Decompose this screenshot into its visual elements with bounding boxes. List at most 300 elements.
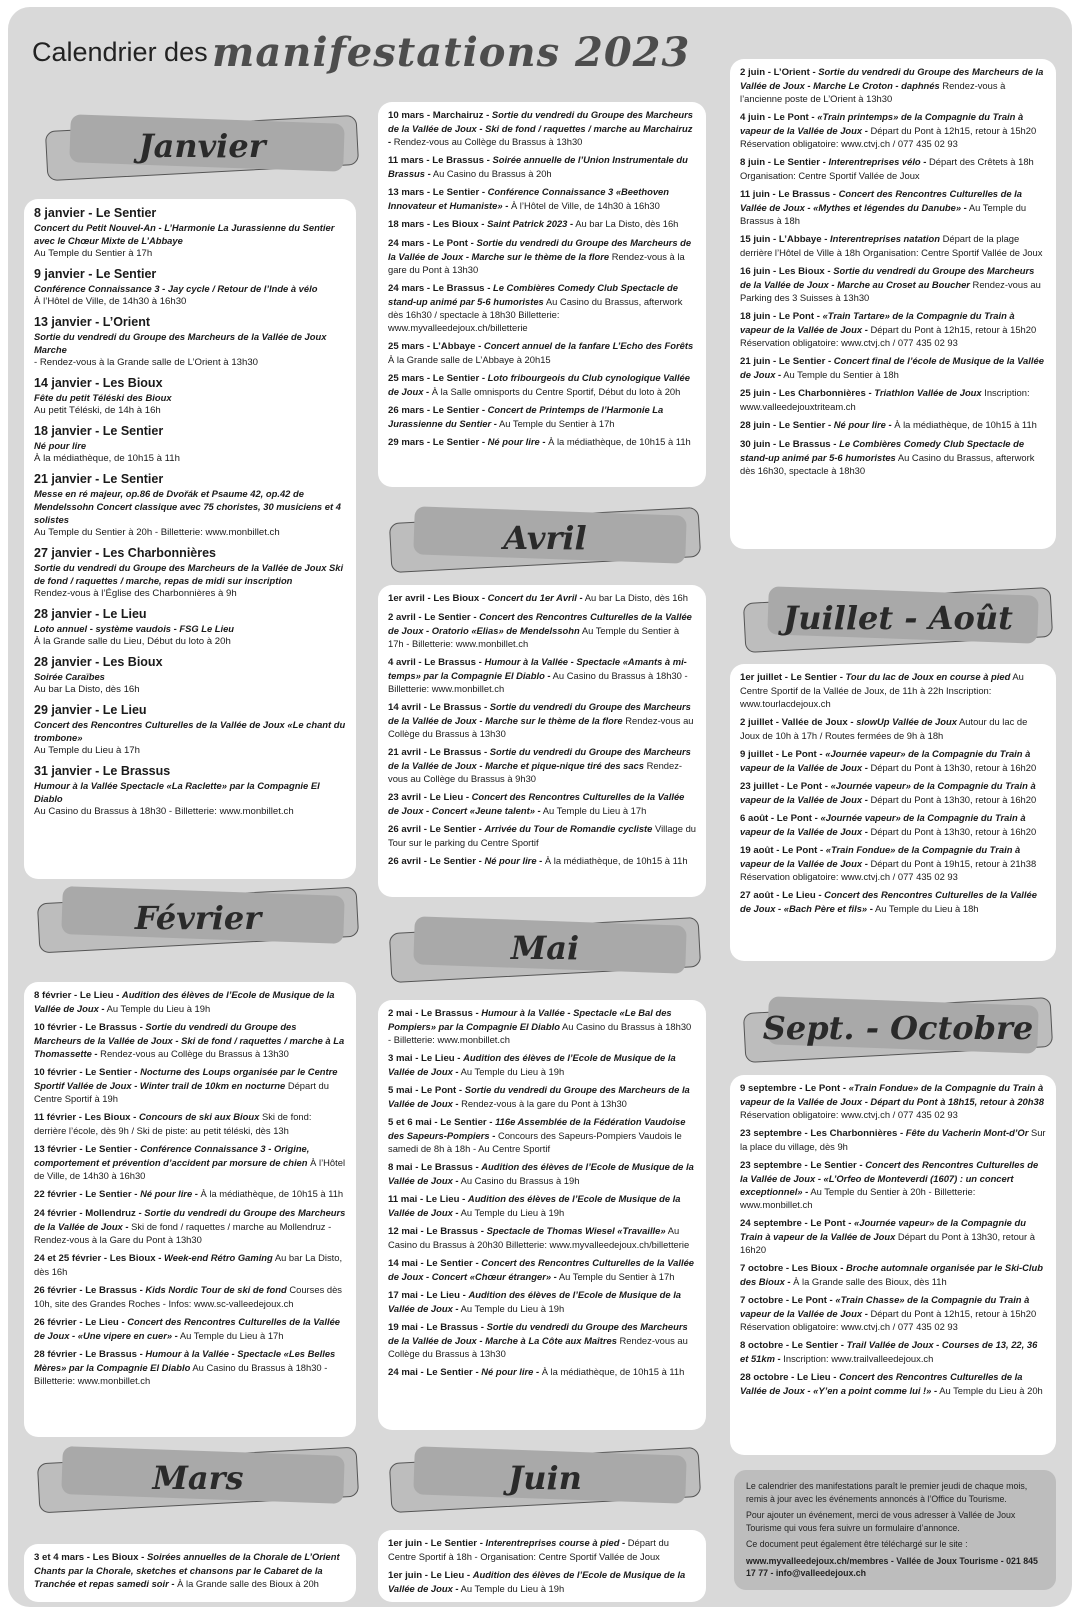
event-info: À la médiathèque, de 10h15 à 11h xyxy=(544,855,688,866)
event-item xyxy=(740,187,1046,227)
event-item xyxy=(34,1206,346,1246)
event-item xyxy=(34,1065,346,1105)
event-description: Sortie du vendredi du Groupe des Marcheurs de la Vallée de Joux - Marche sur le thème de la flore xyxy=(388,701,691,726)
event-heading: 7 octobre - Le Pont - xyxy=(740,1295,833,1306)
event-item xyxy=(740,747,1046,774)
event-heading: 23 avril - Le Lieu - xyxy=(388,792,470,803)
banner-juin xyxy=(390,1447,700,1509)
event-item xyxy=(740,888,1046,915)
event-info: Au Temple du Lieu à 19h xyxy=(460,1583,565,1594)
event-description: Saint Patrick 2023 - xyxy=(487,218,574,229)
event-item xyxy=(388,1536,696,1563)
event-item xyxy=(740,155,1046,182)
event-info: À la médiathèque, de 10h15 à 11h xyxy=(200,1188,344,1199)
event-description: Sortie du vendredi du Groupe des Marcheurs de la Vallée de Joux - Ski de fond / raquettes / marche au Marchairuz - xyxy=(388,109,694,147)
event-item xyxy=(388,790,696,817)
event-description: Arrivée du Tour de Romandie cycliste xyxy=(484,823,653,834)
event-info: Rendez-vous au Collège du Brassus à 9h30 xyxy=(388,760,683,784)
event-item xyxy=(34,1251,346,1278)
event-heading: 9 septembre - Le Pont - xyxy=(740,1083,847,1094)
event-item xyxy=(740,309,1046,349)
event-description: Triathlon Vallée de Joux xyxy=(874,387,982,398)
event-description: Sortie du vendredi du Groupe des Marcheurs de la Vallée de Joux - Marche Le Croton - daphnés xyxy=(740,66,1044,91)
event-description: Humour à la Vallée - Spectacle «Amants à mi-temps» par la Compagnie El Diablo - xyxy=(388,656,687,681)
event-item xyxy=(740,779,1046,806)
event-item xyxy=(740,1338,1046,1365)
event-info: Réservation obligatoire: www.ctvj.ch / 077 435 02 93 xyxy=(740,1109,958,1120)
event-heading: 10 mars - Marchairuz - xyxy=(388,110,490,121)
event-item xyxy=(388,1568,696,1595)
event-heading: 26 avril - Le Sentier - xyxy=(388,824,482,835)
event-item xyxy=(740,1126,1046,1153)
event-heading: 28 juin - Le Sentier - xyxy=(740,420,832,431)
event-description: Né pour lire - xyxy=(833,419,892,430)
event-item xyxy=(388,1160,696,1187)
event-info: À la médiathèque, de 10h15 à 11h xyxy=(548,436,691,447)
event-info: Au Temple du Sentier à 17h xyxy=(498,418,615,429)
event-heading: 28 octobre - Le Lieu - xyxy=(740,1372,837,1383)
event-description: Né pour lire - xyxy=(481,1366,540,1377)
event-item xyxy=(388,1288,696,1315)
event-heading: 27 août - Le Lieu - xyxy=(740,890,822,901)
event-heading: 23 septembre - Le Sentier - xyxy=(740,1160,863,1171)
event-description: «Train Tartare» de la Compagnie du Train à vapeur de la Vallée de Joux - xyxy=(740,310,1015,335)
event-info: Au petit Téléski, de 14h à 16h xyxy=(34,405,161,416)
event-description: Concert des Rencontres Culturelles de la Vallée de Joux «Le chant du trombone» xyxy=(34,719,346,743)
event-info: Au Temple du Lieu à 19h xyxy=(460,1066,565,1077)
event-info: Au Casino du Brassus à 18h30 - Billetterie: www.monbillet.ch xyxy=(388,670,688,694)
event-heading: 17 mai - Le Lieu - xyxy=(388,1290,466,1301)
event-item xyxy=(388,339,696,366)
event-description: Soirée Caraïbes xyxy=(34,671,105,682)
event-item xyxy=(34,1187,346,1201)
event-item xyxy=(34,702,346,757)
event-item xyxy=(388,700,696,740)
event-description: «Journée vapeur» de la Compagnie du Train à vapeur de la Vallée de Joux - xyxy=(740,812,1026,837)
event-description: Audition des élèves de l’Ecole de Musique de la Vallée de Joux - xyxy=(34,989,335,1014)
event-heading: 28 février - Le Brassus - xyxy=(34,1349,143,1360)
event-item xyxy=(740,264,1046,304)
event-info: Rendez-vous à la gare du Pont à 13h30 xyxy=(388,251,685,275)
event-heading: 14 mai - Le Sentier - xyxy=(388,1258,479,1269)
event-description: Messe en ré majeur, op.86 de Dvořák et Psaume 42, op.42 de Mendelssohn Concert classique avec 75 choristes, 30 musiciens et 4 solistes xyxy=(34,488,341,525)
event-description: Né pour lire - xyxy=(484,855,543,866)
event-item xyxy=(740,1081,1046,1121)
event-item xyxy=(388,435,696,449)
event-heading: 2 avril - Le Sentier - xyxy=(388,612,477,623)
event-description: Sortie du vendredi du Groupe des Marcheurs de la Vallée de Joux - Marche au Croset au Boucher xyxy=(740,265,1035,290)
info-text-3: Ce document peut également être téléchargé sur le site : xyxy=(746,1539,968,1549)
event-info: Ski de fond / raquettes / marche au Mollendruz - Rendez-vous à la Gare du Pont à 13h30 xyxy=(34,1221,332,1245)
event-description: Audition des élèves de l’Ecole de Musique de la Vallée de Joux - xyxy=(388,1052,676,1077)
event-info: Au Temple du Sentier à 20h - Billetterie: www.monbillet.ch xyxy=(34,527,280,538)
banner-avril xyxy=(390,507,700,569)
event-info: Départ du Pont à 12h15, retour à 15h20 Réservation obligatoire: www.ctvj.ch / 077 435 02 93 xyxy=(740,324,1037,348)
event-info: Au Casino du Brassus à 20h30 Billetterie: www.myvalleedejoux.ch/billetterie xyxy=(388,1225,690,1250)
title-main: manifestations 2023 xyxy=(212,29,691,76)
event-item xyxy=(388,403,696,430)
event-heading: 15 juin - L’Abbaye - xyxy=(740,234,828,245)
event-item xyxy=(740,811,1046,838)
event-info: Courses dès 10h, site des Grandes Roches - Infos: www.sc-valleedejoux.ch xyxy=(34,1284,342,1309)
event-description: Concert des Rencontres Culturelles de la Vallée de Joux - Concert «Jeune talent» - xyxy=(388,791,685,816)
event-heading: 22 février - Le Sentier - xyxy=(34,1189,138,1200)
juillet-events xyxy=(730,664,1056,961)
month-avril: Avril xyxy=(503,519,587,557)
event-heading: 5 et 6 mai - Le Sentier - xyxy=(388,1117,493,1128)
event-item xyxy=(34,763,346,818)
event-heading: 27 janvier - Les Charbonnières xyxy=(34,546,217,560)
event-item xyxy=(388,822,696,849)
juin-bottom-events xyxy=(378,1530,706,1602)
event-description: Interentreprises course à pied - xyxy=(485,1537,626,1548)
event-item xyxy=(388,1083,696,1110)
event-item xyxy=(34,471,346,539)
event-item xyxy=(388,591,696,605)
event-heading: 3 et 4 mars - Les Bioux - xyxy=(34,1552,145,1563)
event-item xyxy=(388,1192,696,1219)
event-item xyxy=(740,670,1046,710)
event-description: Week-end Rétro Gaming xyxy=(164,1252,273,1263)
event-item xyxy=(388,108,696,148)
event-item xyxy=(388,1256,696,1283)
event-heading: 6 août - Le Pont - xyxy=(740,813,818,824)
event-description: Fête du Vacherin Mont-d’Or xyxy=(905,1127,1029,1138)
event-info: Départ du Centre Sportif à 19h xyxy=(34,1080,329,1104)
event-heading: 8 mai - Le Brassus - xyxy=(388,1162,479,1173)
event-item xyxy=(388,655,696,695)
event-info: À la Grande salle de L’Abbaye à 20h15 xyxy=(388,354,551,365)
event-info: À l’Hôtel de Ville, de 14h30 à 16h30 xyxy=(510,200,660,211)
juin-events xyxy=(730,59,1056,549)
event-item xyxy=(740,232,1046,259)
event-info: Au Casino du Brassus à 18h30 - Billetterie: www.monbillet.ch xyxy=(388,1021,692,1045)
event-item xyxy=(34,1347,346,1387)
month-mai: Mai xyxy=(510,929,580,967)
event-info: À l’Hôtel de Ville, de 14h30 à 16h30 xyxy=(34,296,187,307)
info-contact[interactable]: www.myvalleedejoux.ch/membres - Vallée de Joux Tourisme - 021 845 17 77 - info@valleedejoux.ch xyxy=(746,1555,1038,1578)
event-item xyxy=(34,654,346,696)
event-item xyxy=(388,854,696,868)
event-info: Inscription: www.trailvalleedejoux.ch xyxy=(783,1353,934,1364)
event-item xyxy=(388,1051,696,1078)
event-description: Conférence Connaissance 3 «Beethoven Innovateur et Humaniste» - xyxy=(388,186,669,211)
event-heading: 1er juin - Le Lieu - xyxy=(388,1570,471,1581)
banner-janvier xyxy=(46,115,358,177)
event-heading: 24 mars - Le Brassus - xyxy=(388,283,491,294)
event-heading: 21 janvier - Le Sentier xyxy=(34,472,164,486)
event-info: Au Temple du Lieu à 17h xyxy=(179,1330,284,1341)
event-heading: 7 octobre - Les Bioux - xyxy=(740,1263,844,1274)
event-heading: 11 mars - Le Brassus - xyxy=(388,155,490,166)
event-description: «Journée vapeur» de la Compagnie du Train à vapeur de la Vallée de Joux - xyxy=(740,780,1036,805)
event-heading: 1er juin - Le Sentier - xyxy=(388,1538,483,1549)
event-item xyxy=(740,354,1046,381)
event-info: Au Temple du Lieu à 19h xyxy=(460,1303,565,1314)
event-heading: 29 janvier - Le Lieu xyxy=(34,703,147,717)
event-info: Départ du Pont à 19h15, retour à 21h38 Réservation obligatoire: www.ctvj.ch / 077 435 02 93 xyxy=(740,858,1037,882)
event-heading: 25 mars - Le Sentier - xyxy=(388,373,486,384)
event-item xyxy=(34,314,346,369)
calendar-page xyxy=(8,7,1072,1607)
event-item xyxy=(34,1315,346,1342)
event-heading: 28 janvier - Les Bioux xyxy=(34,655,163,669)
info-panel xyxy=(734,1470,1056,1590)
title-prefix: Calendrier des xyxy=(32,37,208,67)
event-item xyxy=(388,610,696,650)
event-description: Conférence Connaissance 3 - Jay cycle / Retour de l’Inde à vélo xyxy=(34,283,318,294)
event-description: Humour à la Vallée - Spectacle «Le Bal des Pompiers» par la Compagnie El Diablo xyxy=(388,1007,672,1032)
event-description: Sortie du vendredi du Groupe des Marcheurs de la Vallée de Joux - xyxy=(388,1084,690,1109)
event-heading: 31 janvier - Le Brassus xyxy=(34,764,171,778)
event-item xyxy=(388,1224,696,1251)
event-description: «Journée vapeur» de la Compagnie du Train à vapeur de la Vallée de Joux xyxy=(740,1217,1026,1242)
event-description: Audition des élèves de l’Ecole de Musique de la Vallée de Joux - xyxy=(388,1569,686,1594)
event-item xyxy=(34,1283,346,1310)
event-item xyxy=(34,606,346,648)
event-description: «Train printemps» de la Compagnie du Train à vapeur de la Vallée de Joux - xyxy=(740,111,1024,136)
event-heading: 4 avril - Le Brassus - xyxy=(388,657,482,668)
event-info: Départ du Pont à 13h30, retour à 16h20 xyxy=(870,826,1037,837)
event-description: Sortie du vendredi du Groupe des Marcheurs de la Vallée de Joux - xyxy=(34,1207,346,1232)
event-heading: 11 mai - Le Lieu - xyxy=(388,1194,466,1205)
event-description: Sortie du vendredi du Groupe des Marcheurs de la Vallée de Joux - Marche à La Côte aux Maîtres xyxy=(388,1321,688,1346)
event-info: Au Temple du Lieu à 17h xyxy=(542,805,647,816)
event-description: Sortie du vendredi du Groupe des Marcheurs de la Vallée de Joux Ski de fond / raquettes / marche, repas de midi sur inscription xyxy=(34,562,344,586)
event-item xyxy=(388,1320,696,1360)
event-heading: 13 janvier - L’Orient xyxy=(34,315,151,329)
event-description: Concert du Petit Nouvel-An - L’Harmonie La Jurassienne du Sentier avec le Chœur Mixte de L’Abbaye xyxy=(34,222,335,246)
event-description: Concert des Rencontres Culturelles de la Vallée de Joux - Oratorio «Elias» de Mendelssohn xyxy=(388,611,692,636)
page-title xyxy=(32,29,690,76)
mai-events xyxy=(378,1000,706,1430)
event-info: Au Casino du Brassus à 18h30 - Billetterie: www.monbillet.ch xyxy=(34,1362,328,1386)
event-info: À la médiathèque, de 10h15 à 11h xyxy=(34,453,180,464)
event-heading: 21 juin - Le Sentier - xyxy=(740,356,832,367)
month-fevrier: Février xyxy=(134,899,262,937)
event-heading: 19 mai - Le Brassus - xyxy=(388,1322,484,1333)
event-heading: 4 juin - Le Pont - xyxy=(740,112,815,123)
event-description: slowUp Vallée de Joux xyxy=(856,716,957,727)
event-item xyxy=(388,236,696,276)
event-description: Kids Nordic Tour de ski de fond xyxy=(145,1284,287,1295)
event-info: À l’Hôtel de Ville, de 14h30 à 16h30 xyxy=(34,1157,346,1181)
event-description: Audition des élèves de l’Ecole de Musique de la Vallée de Joux - xyxy=(388,1289,682,1314)
event-heading: 19 août - Le Pont - xyxy=(740,845,824,856)
janvier-events xyxy=(24,199,356,879)
event-heading: 3 mai - Le Lieu - xyxy=(388,1053,461,1064)
banner-sept xyxy=(744,997,1052,1059)
event-item xyxy=(34,266,346,308)
event-description: Concert des Rencontres Culturelles de la Vallée de Joux - Concert «Chœur étranger» - xyxy=(388,1257,694,1282)
event-description: Le Combières Comedy Club Spectacle de stand-up animé par 5-6 humoristes xyxy=(740,438,1025,463)
event-info: Au Casino du Brassus à 18h30 - Billetterie: www.monbillet.ch xyxy=(34,806,294,817)
event-info: Départ du Pont à 12h15, retour à 15h20 Réservation obligatoire: www.ctvj.ch / 077 435 02 93 xyxy=(740,125,1037,149)
event-heading: 26 mars - Le Sentier - xyxy=(388,405,486,416)
event-description: Audition des élèves de l’Ecole de Musique de la Vallée de Joux - xyxy=(388,1193,681,1218)
event-info: Au Temple du Sentier à 18h xyxy=(783,369,899,380)
event-info: Départ du Pont à 13h30, retour à 16h20 xyxy=(870,794,1037,805)
event-item xyxy=(740,418,1046,432)
event-heading: 2 juin - L’Orient - xyxy=(740,67,816,78)
month-janvier: Janvier xyxy=(138,127,266,165)
event-info: Au Temple du Sentier à 17h xyxy=(34,248,153,259)
event-heading: 18 janvier - Le Sentier xyxy=(34,424,164,438)
event-description: Interentreprises natation xyxy=(830,233,940,244)
event-heading: 8 juin - Le Sentier - xyxy=(740,157,826,168)
event-info: Au Temple du Lieu à 18h xyxy=(874,903,979,914)
event-heading: 11 juin - Le Brassus - xyxy=(740,189,836,200)
event-heading: 13 mars - Le Sentier - xyxy=(388,187,486,198)
event-info: Rendez-vous au Collège du Brassus à 13h30 xyxy=(393,136,583,147)
event-info: Départ du Pont à 12h15, retour à 15h20 Réservation obligatoire: www.ctvj.ch / 077 435 02 93 xyxy=(740,1308,1037,1332)
event-item xyxy=(34,205,346,260)
event-info: Sur la place du village, dès 9h xyxy=(740,1127,1046,1152)
event-heading: 23 juillet - Le Pont - xyxy=(740,781,828,792)
event-heading: 24 mars - Le Pont - xyxy=(388,238,474,249)
mars-events xyxy=(378,102,706,487)
event-heading: 2 juillet - Vallée de Joux - xyxy=(740,717,854,728)
event-item xyxy=(740,437,1046,477)
event-heading: 12 mai - Le Brassus - xyxy=(388,1226,484,1237)
event-description: Né pour lire - xyxy=(140,1188,198,1199)
event-heading: 28 janvier - Le Lieu xyxy=(34,607,147,621)
event-info: Rendez-vous au Collège du Brassus à 13h30 xyxy=(388,1335,688,1359)
month-sept: Sept. - Octobre xyxy=(762,1009,1034,1047)
event-item xyxy=(740,1158,1046,1211)
event-item xyxy=(740,65,1046,105)
event-item xyxy=(740,386,1046,413)
event-item xyxy=(740,843,1046,883)
info-text-1: Le calendrier des manifestations paraît le premier jeudi de chaque mois, remis à jour avec les événements annoncés à l’Office du Tourisme. xyxy=(746,1481,1028,1504)
event-item xyxy=(388,1006,696,1046)
event-heading: 8 janvier - Le Sentier xyxy=(34,206,157,220)
event-item xyxy=(740,110,1046,150)
event-description: Interentreprises vélo - xyxy=(828,156,927,167)
event-info: À la médiathèque, de 10h15 à 11h xyxy=(894,419,1037,430)
event-description: Humour à la Vallée Spectacle «La Raclette» par la Compagnie El Diablo xyxy=(34,780,320,804)
mars-bottom-events xyxy=(24,1544,356,1602)
event-description: Trail Vallée de Joux - Courses de 13, 22, 36 et 51km - xyxy=(740,1339,1038,1364)
event-info: Village du Tour sur le parking du Centre Sportif xyxy=(388,823,697,848)
event-info: Départ du Pont à 13h30, retour à 16h20 xyxy=(870,762,1037,773)
event-description: 116e Assemblée de la Fédération Vaudoise des Sapeurs-Pompiers - xyxy=(388,1116,686,1141)
event-description: «Train Fondue» de la Compagnie du Train à vapeur de la Vallée de Joux - xyxy=(740,844,1021,869)
event-heading: 25 mars - L’Abbaye - xyxy=(388,341,482,352)
event-item xyxy=(34,545,346,600)
event-info: Départ du Centre Sportif à 18h - Organisation: Centre Sportif Vallée de Joux xyxy=(388,1537,669,1562)
event-heading: 8 février - Le Lieu - xyxy=(34,990,120,1001)
event-heading: 5 mai - Le Pont - xyxy=(388,1085,463,1096)
event-info: Au Temple du Sentier à 17h - Billetterie: www.monbillet.ch xyxy=(388,625,680,649)
event-description: Concert des Rencontres Culturelles de la Vallée de Joux - «L’Orfeo de Monteverdi (1607) : un concert exceptionnel» - xyxy=(740,1159,1039,1197)
event-heading: 11 février - Les Bioux - xyxy=(34,1112,137,1123)
event-info: Au Casino du Brassus, afterwork dès 16h30, spectacle à 18h30 xyxy=(740,452,1035,476)
event-info: Rendez-vous à l’ancienne poste de L’Orient à 13h30 xyxy=(740,80,1006,104)
event-heading: 24 septembre - Le Pont - xyxy=(740,1218,852,1229)
event-description: Soirées annuelles de la Chorale de L’Orient Chants par la Chorale, sketches et chansons par le Cabaret de la Tranchée et repas samedi soir - xyxy=(34,1551,340,1589)
event-description: Loto annuel - système vaudois - FSG Le Lieu xyxy=(34,623,235,634)
event-heading: 10 février - Le Sentier - xyxy=(34,1067,138,1078)
event-info: Départ du Pont à 13h30, retour à 16h20 xyxy=(740,1231,1035,1255)
event-description: Sortie du vendredi du Groupe des Marcheurs de la Vallée de Joux - Ski de fond / raquettes / marche à La Thomassette - xyxy=(34,1021,345,1059)
event-heading: 26 février - Le Brassus - xyxy=(34,1285,143,1296)
event-item xyxy=(388,185,696,212)
event-info: Au Temple du Lieu à 19h xyxy=(460,1207,565,1218)
event-description: Concert du 1er Avril - xyxy=(487,592,583,603)
event-heading: 21 avril - Le Brassus - xyxy=(388,747,488,758)
event-info: Au Temple du Lieu à 20h xyxy=(939,1385,1043,1396)
event-description: Concert annuel de la fanfare L’Echo des Forêts xyxy=(483,340,694,351)
event-item xyxy=(740,1293,1046,1333)
event-item xyxy=(34,1110,346,1137)
event-item xyxy=(388,217,696,231)
event-heading: 2 mai - Le Brassus - xyxy=(388,1008,479,1019)
event-description: «Train Fondue» de la Compagnie du Train à vapeur de la Vallée de Joux - Départ du Pont à 18h15, retour à 20h38 xyxy=(740,1082,1044,1107)
banner-mars xyxy=(38,1447,358,1509)
event-description: Concert de Printemps de l’Harmonie La Jurassienne du Sentier - xyxy=(388,404,664,429)
event-info: Au Temple du Lieu à 17h xyxy=(34,745,140,756)
event-description: Concert des Rencontres Culturelles de la Vallée de Joux - «Bach Père et fils» - xyxy=(740,889,1037,914)
event-item xyxy=(388,1115,696,1155)
event-heading: 18 mars - Les Bioux - xyxy=(388,219,485,230)
event-description: Soirée annuelle de l’Union Instrumentale du Brassus - xyxy=(388,154,688,179)
event-heading: 26 avril - Le Sentier - xyxy=(388,856,482,867)
event-info: Au Temple du Lieu à 19h xyxy=(106,1003,211,1014)
event-description: Spectacle de Thomas Wiesel «Travaille» xyxy=(486,1225,666,1236)
event-description: Le Combières Comedy Club Spectacle de stand-up animé par 5-6 humoristes xyxy=(388,282,678,307)
event-info: Rendez-vous à l’Église des Charbonnières à 9h xyxy=(34,588,237,599)
event-info: Rendez-vous à la gare du Pont à 13h30 xyxy=(461,1098,627,1109)
event-heading: 18 juin - Le Pont - xyxy=(740,311,820,322)
event-info: Départ de la plage derrière l’Hôtel de Ville à 18h Organisation: Centre Sportif Vallée de Joux xyxy=(740,233,1043,258)
event-description: Fête du petit Téléski des Bioux xyxy=(34,392,172,403)
event-description: Concert final de l’école de Musique de la Vallée de Joux - xyxy=(740,355,1044,380)
event-heading: 25 juin - Les Charbonnières - xyxy=(740,388,872,399)
event-item xyxy=(34,423,346,465)
event-item xyxy=(740,1216,1046,1256)
event-item xyxy=(740,1370,1046,1397)
event-info: À la Grande salle des Bioux, dès 11h xyxy=(793,1276,947,1287)
event-description: Concours de ski aux Bioux xyxy=(138,1111,260,1122)
event-item xyxy=(388,745,696,785)
avril-events xyxy=(378,585,706,897)
event-item xyxy=(34,1020,346,1060)
event-info: Concours des Sapeurs-Pompiers Vaudois le samedi de 8h à 18h - Au Centre Sportif xyxy=(388,1130,682,1154)
info-text-2: Pour ajouter un événement, merci de vous adresser à Vallée de Joux Tourisme qui vous fera suivre un formulaire d’annonce. xyxy=(746,1510,1016,1533)
event-info: Au bar La Disto, dès 16h xyxy=(575,218,679,229)
event-description: Loto fribourgeois du Club cynologique Vallée de Joux - xyxy=(388,372,690,397)
event-info: Au Casino du Brassus à 20h xyxy=(432,168,552,179)
event-heading: 24 février - Mollendruz - xyxy=(34,1208,142,1219)
banner-juillet xyxy=(744,587,1052,649)
event-description: Broche automnale organisée par le Ski-Club des Bioux - xyxy=(740,1262,1043,1287)
event-info: À la Grande salle des Bioux à 20h xyxy=(177,1578,319,1589)
event-description: Né pour lire - xyxy=(487,436,546,447)
event-item xyxy=(388,281,696,334)
event-heading: 29 mars - Le Sentier - xyxy=(388,437,486,448)
month-juin: Juin xyxy=(508,1459,582,1497)
event-heading: 10 février - Le Brassus - xyxy=(34,1022,143,1033)
event-description: Concert des Rencontres Culturelles de la Vallée de Joux - «Mythes et légendes du Danube» - xyxy=(740,188,1022,213)
sept-events xyxy=(730,1075,1056,1455)
event-info: Au bar La Disto, dès 16h xyxy=(584,592,688,603)
event-info: Ski de fond: derrière l’école, dès 9h / Ski de piste: au petit téléski, dès 13h xyxy=(34,1111,312,1136)
event-item xyxy=(388,1365,696,1379)
event-info: Au Temple du Brassus à 18h xyxy=(740,202,1027,226)
event-description: Sortie du vendredi du Groupe des Marcheurs de la Vallée de Joux - Marche sur le thème de la flore xyxy=(388,237,692,262)
event-heading: 16 juin - Les Bioux - xyxy=(740,266,831,277)
